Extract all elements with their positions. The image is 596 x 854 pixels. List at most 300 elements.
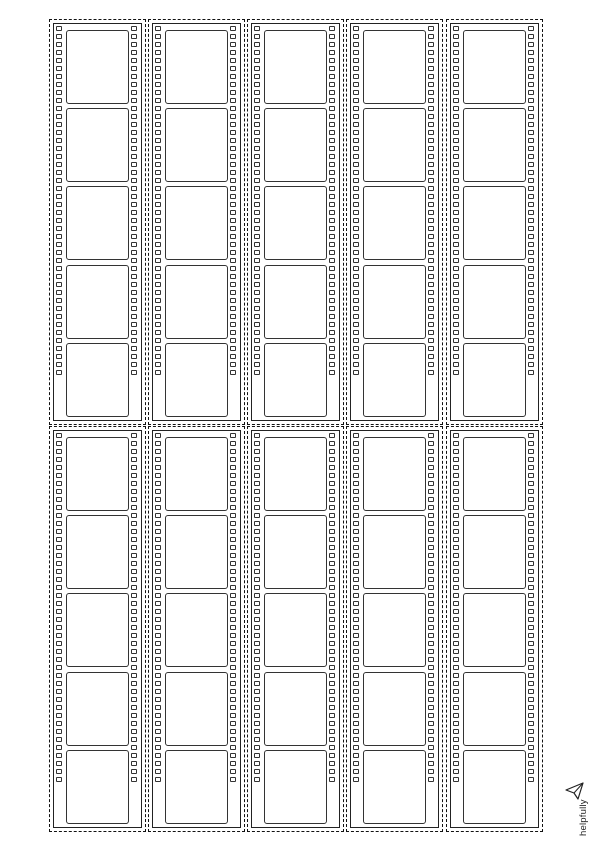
film-frame[interactable] xyxy=(264,593,327,667)
sprocket-hole xyxy=(528,314,534,319)
film-body xyxy=(152,23,241,421)
sprocket-hole xyxy=(230,593,236,598)
sprocket-hole xyxy=(353,290,359,295)
sprocket-hole xyxy=(428,697,434,702)
film-frame[interactable] xyxy=(264,437,327,511)
sprocket-hole xyxy=(254,649,260,654)
sprocket-hole xyxy=(329,202,335,207)
sprocket-hole xyxy=(353,689,359,694)
sprocket-hole xyxy=(155,689,161,694)
film-frame[interactable] xyxy=(66,30,129,104)
sprocket-hole xyxy=(155,122,161,127)
sprocket-hole xyxy=(329,521,335,526)
film-frame[interactable] xyxy=(264,186,327,260)
sprocket-hole xyxy=(528,170,534,175)
film-frame[interactable] xyxy=(66,186,129,260)
sprocket-hole xyxy=(155,210,161,215)
sprocket-hole xyxy=(353,553,359,558)
sprocket-hole xyxy=(353,665,359,670)
sprocket-hole xyxy=(230,545,236,550)
sprocket-hole xyxy=(230,58,236,63)
sprocket-hole xyxy=(453,537,459,542)
sprocket-hole xyxy=(155,282,161,287)
sprocket-hole xyxy=(56,593,62,598)
film-frame[interactable] xyxy=(363,30,426,104)
sprocket-hole xyxy=(155,593,161,598)
sprocket-hole xyxy=(131,569,137,574)
sprocket-hole xyxy=(155,705,161,710)
sprocket-hole xyxy=(329,130,335,135)
sprocket-hole xyxy=(56,769,62,774)
sprocket-hole xyxy=(230,282,236,287)
film-frame[interactable] xyxy=(463,750,526,824)
film-frame[interactable] xyxy=(66,108,129,182)
sprocket-hole xyxy=(230,569,236,574)
sprocket-hole xyxy=(353,713,359,718)
sprocket-hole xyxy=(56,98,62,103)
film-frame[interactable] xyxy=(66,437,129,511)
sprocket-hole xyxy=(428,26,434,31)
sprocket-hole xyxy=(528,673,534,678)
sprocket-hole xyxy=(155,625,161,630)
sprocket-hole xyxy=(329,609,335,614)
sprocket-hole xyxy=(155,561,161,566)
sprocket-hole xyxy=(329,194,335,199)
sprocket-hole xyxy=(428,162,434,167)
sprocket-hole xyxy=(453,689,459,694)
sprocket-hole xyxy=(131,338,137,343)
sprocket-hole xyxy=(353,114,359,119)
sprocket-hole xyxy=(131,98,137,103)
sprocket-hole xyxy=(528,505,534,510)
sprocket-hole xyxy=(453,705,459,710)
sprocket-hole xyxy=(254,569,260,574)
sprocket-hole xyxy=(254,593,260,598)
sprocket-hole xyxy=(528,657,534,662)
sprocket-hole xyxy=(329,497,335,502)
film-frame[interactable] xyxy=(66,593,129,667)
film-strip xyxy=(346,19,443,425)
sprocket-hole xyxy=(528,457,534,462)
film-body xyxy=(450,430,539,828)
film-frame[interactable] xyxy=(264,343,327,417)
sprocket-hole xyxy=(453,154,459,159)
sprocket-hole xyxy=(56,665,62,670)
sprocket-hole xyxy=(329,178,335,183)
sprocket-hole xyxy=(428,50,434,55)
sprocket-hole xyxy=(155,162,161,167)
sprocket-hole xyxy=(254,585,260,590)
sprocket-hole xyxy=(56,609,62,614)
sprocket-hole xyxy=(353,521,359,526)
sprocket-hole xyxy=(56,122,62,127)
film-frame[interactable] xyxy=(66,515,129,589)
sprocket-hole xyxy=(453,441,459,446)
sprocket-hole xyxy=(254,106,260,111)
sprocket-hole xyxy=(453,457,459,462)
sprocket-hole xyxy=(131,226,137,231)
film-frame[interactable] xyxy=(264,30,327,104)
film-frame[interactable] xyxy=(463,108,526,182)
sprocket-hole xyxy=(155,745,161,750)
sprocket-hole xyxy=(353,657,359,662)
sprocket-hole xyxy=(329,282,335,287)
sprocket-hole xyxy=(131,82,137,87)
sprocket-hole xyxy=(528,34,534,39)
sprocket-hole xyxy=(329,362,335,367)
sprocket-hole xyxy=(254,226,260,231)
sprocket-hole xyxy=(329,649,335,654)
film-frame[interactable] xyxy=(363,343,426,417)
film-frame[interactable] xyxy=(66,343,129,417)
sprocket-hole xyxy=(528,705,534,710)
sprocket-hole xyxy=(254,338,260,343)
sprocket-hole xyxy=(528,330,534,335)
sprocket-hole xyxy=(155,370,161,375)
sprocket-hole xyxy=(155,537,161,542)
sprocket-hole xyxy=(155,50,161,55)
sprocket-hole xyxy=(56,274,62,279)
sprocket-column-right xyxy=(131,26,139,418)
sprocket-hole xyxy=(155,98,161,103)
film-frame[interactable] xyxy=(463,343,526,417)
sprocket-hole xyxy=(453,561,459,566)
sprocket-hole xyxy=(131,242,137,247)
sprocket-hole xyxy=(329,721,335,726)
sprocket-hole xyxy=(230,561,236,566)
sprocket-hole xyxy=(353,226,359,231)
film-frame[interactable] xyxy=(264,750,327,824)
sprocket-hole xyxy=(230,473,236,478)
film-frame[interactable] xyxy=(165,593,228,667)
sprocket-hole xyxy=(131,553,137,558)
film-frame[interactable] xyxy=(463,30,526,104)
sprocket-hole xyxy=(428,769,434,774)
film-frame[interactable] xyxy=(363,515,426,589)
sprocket-hole xyxy=(230,178,236,183)
sprocket-hole xyxy=(353,314,359,319)
sprocket-hole xyxy=(528,362,534,367)
sprocket-hole xyxy=(428,441,434,446)
film-frame[interactable] xyxy=(463,437,526,511)
sprocket-hole xyxy=(56,154,62,159)
film-frame[interactable] xyxy=(463,265,526,339)
sprocket-hole xyxy=(329,689,335,694)
sprocket-hole xyxy=(453,90,459,95)
sprocket-hole xyxy=(254,130,260,135)
sprocket-hole xyxy=(329,625,335,630)
film-frame[interactable] xyxy=(165,672,228,746)
film-frame[interactable] xyxy=(66,750,129,824)
film-frame[interactable] xyxy=(363,593,426,667)
sprocket-hole xyxy=(131,346,137,351)
sprocket-hole xyxy=(453,569,459,574)
film-frame[interactable] xyxy=(165,343,228,417)
sprocket-hole xyxy=(428,593,434,598)
sprocket-hole xyxy=(131,649,137,654)
sprocket-hole xyxy=(528,561,534,566)
sprocket-column-right xyxy=(428,433,436,825)
sprocket-hole xyxy=(353,593,359,598)
sprocket-column-right xyxy=(428,26,436,418)
film-frame[interactable] xyxy=(264,265,327,339)
sprocket-hole xyxy=(329,170,335,175)
sprocket-hole xyxy=(353,362,359,367)
sprocket-hole xyxy=(155,234,161,239)
sprocket-hole xyxy=(329,713,335,718)
sprocket-hole xyxy=(428,465,434,470)
sprocket-hole xyxy=(56,170,62,175)
sprocket-hole xyxy=(131,737,137,742)
sprocket-hole xyxy=(155,777,161,782)
sprocket-hole xyxy=(230,266,236,271)
sprocket-hole xyxy=(329,306,335,311)
sprocket-hole xyxy=(56,234,62,239)
sprocket-hole xyxy=(428,457,434,462)
film-frame[interactable] xyxy=(264,515,327,589)
sprocket-hole xyxy=(230,657,236,662)
sprocket-hole xyxy=(131,50,137,55)
sprocket-hole xyxy=(56,106,62,111)
film-strip xyxy=(247,426,344,832)
film-frame[interactable] xyxy=(165,265,228,339)
film-frame[interactable] xyxy=(264,108,327,182)
sprocket-hole xyxy=(453,370,459,375)
film-frame[interactable] xyxy=(264,672,327,746)
sprocket-hole xyxy=(453,346,459,351)
sprocket-hole xyxy=(230,138,236,143)
sprocket-hole xyxy=(254,609,260,614)
sprocket-hole xyxy=(329,537,335,542)
sprocket-hole xyxy=(230,250,236,255)
sprocket-hole xyxy=(155,505,161,510)
sprocket-hole xyxy=(155,673,161,678)
sprocket-hole xyxy=(329,242,335,247)
sprocket-hole xyxy=(56,130,62,135)
sprocket-hole xyxy=(428,505,434,510)
film-frame[interactable] xyxy=(463,515,526,589)
film-frame[interactable] xyxy=(363,108,426,182)
sprocket-hole xyxy=(56,42,62,47)
sprocket-hole xyxy=(254,162,260,167)
sprocket-hole xyxy=(453,202,459,207)
sprocket-column-left xyxy=(56,433,64,825)
sprocket-hole xyxy=(131,202,137,207)
sprocket-hole xyxy=(56,449,62,454)
sprocket-hole xyxy=(155,713,161,718)
sprocket-hole xyxy=(453,593,459,598)
sprocket-hole xyxy=(453,489,459,494)
sprocket-hole xyxy=(428,649,434,654)
film-frame[interactable] xyxy=(463,186,526,260)
film-frame[interactable] xyxy=(66,265,129,339)
film-strip xyxy=(49,426,146,832)
sprocket-hole xyxy=(56,242,62,247)
sprocket-hole xyxy=(353,489,359,494)
sprocket-hole xyxy=(453,266,459,271)
sprocket-hole xyxy=(131,641,137,646)
film-frame[interactable] xyxy=(363,672,426,746)
sprocket-hole xyxy=(353,330,359,335)
sprocket-hole xyxy=(353,274,359,279)
sprocket-hole xyxy=(155,274,161,279)
sprocket-hole xyxy=(428,106,434,111)
sprocket-hole xyxy=(254,641,260,646)
sprocket-hole xyxy=(254,729,260,734)
sprocket-hole xyxy=(453,633,459,638)
sprocket-hole xyxy=(528,298,534,303)
sprocket-hole xyxy=(131,362,137,367)
film-frame[interactable] xyxy=(165,515,228,589)
sprocket-hole xyxy=(353,433,359,438)
sprocket-hole xyxy=(428,362,434,367)
sprocket-hole xyxy=(155,657,161,662)
sprocket-hole xyxy=(353,34,359,39)
sprocket-hole xyxy=(329,481,335,486)
sprocket-hole xyxy=(131,449,137,454)
sprocket-hole xyxy=(254,761,260,766)
film-frame[interactable] xyxy=(165,186,228,260)
sprocket-hole xyxy=(329,250,335,255)
sprocket-hole xyxy=(230,761,236,766)
sprocket-hole xyxy=(230,721,236,726)
sprocket-hole xyxy=(254,577,260,582)
sprocket-hole xyxy=(453,306,459,311)
sprocket-hole xyxy=(155,346,161,351)
sprocket-hole xyxy=(131,122,137,127)
sprocket-hole xyxy=(453,473,459,478)
sprocket-hole xyxy=(155,106,161,111)
sprocket-hole xyxy=(453,162,459,167)
sprocket-hole xyxy=(131,433,137,438)
sprocket-hole xyxy=(428,633,434,638)
sprocket-hole xyxy=(353,74,359,79)
sprocket-hole xyxy=(428,529,434,534)
sprocket-hole xyxy=(56,713,62,718)
sprocket-hole xyxy=(428,537,434,542)
sprocket-hole xyxy=(131,457,137,462)
sprocket-hole xyxy=(254,122,260,127)
sprocket-hole xyxy=(329,298,335,303)
film-frame[interactable] xyxy=(363,750,426,824)
sprocket-hole xyxy=(428,98,434,103)
sprocket-hole xyxy=(230,242,236,247)
sprocket-hole xyxy=(453,729,459,734)
sprocket-hole xyxy=(528,617,534,622)
sprocket-hole xyxy=(56,601,62,606)
film-frame[interactable] xyxy=(165,108,228,182)
sprocket-hole xyxy=(353,641,359,646)
film-frame[interactable] xyxy=(363,265,426,339)
sprocket-hole xyxy=(329,545,335,550)
sprocket-hole xyxy=(230,210,236,215)
film-frame[interactable] xyxy=(165,30,228,104)
sprocket-column-right xyxy=(230,433,238,825)
film-frame[interactable] xyxy=(363,186,426,260)
sprocket-hole xyxy=(453,673,459,678)
sprocket-hole xyxy=(528,593,534,598)
sprocket-hole xyxy=(254,697,260,702)
sprocket-hole xyxy=(428,569,434,574)
sprocket-hole xyxy=(453,226,459,231)
sprocket-hole xyxy=(353,465,359,470)
sprocket-hole xyxy=(453,34,459,39)
sprocket-column-left xyxy=(453,26,461,418)
sprocket-hole xyxy=(528,761,534,766)
film-frame[interactable] xyxy=(363,437,426,511)
sprocket-hole xyxy=(453,186,459,191)
sprocket-hole xyxy=(131,34,137,39)
sprocket-hole xyxy=(453,777,459,782)
sprocket-hole xyxy=(230,362,236,367)
sprocket-hole xyxy=(155,218,161,223)
sprocket-hole xyxy=(254,617,260,622)
sprocket-hole xyxy=(131,681,137,686)
film-frame[interactable] xyxy=(66,672,129,746)
sprocket-hole xyxy=(453,210,459,215)
sprocket-hole xyxy=(155,178,161,183)
sprocket-hole xyxy=(131,154,137,159)
sprocket-hole xyxy=(230,745,236,750)
sprocket-hole xyxy=(155,609,161,614)
sprocket-hole xyxy=(329,74,335,79)
sprocket-hole xyxy=(453,681,459,686)
sprocket-hole xyxy=(131,298,137,303)
sprocket-hole xyxy=(329,441,335,446)
sprocket-column-right xyxy=(230,26,238,418)
sprocket-hole xyxy=(230,42,236,47)
sprocket-hole xyxy=(353,753,359,758)
sprocket-hole xyxy=(329,657,335,662)
film-frame[interactable] xyxy=(165,750,228,824)
sprocket-hole xyxy=(329,761,335,766)
sprocket-hole xyxy=(254,465,260,470)
sprocket-hole xyxy=(131,465,137,470)
sprocket-hole xyxy=(230,753,236,758)
sprocket-hole xyxy=(131,354,137,359)
sprocket-hole xyxy=(254,553,260,558)
sprocket-hole xyxy=(155,114,161,119)
sprocket-hole xyxy=(428,274,434,279)
sprocket-hole xyxy=(329,330,335,335)
film-frame[interactable] xyxy=(463,672,526,746)
sprocket-hole xyxy=(230,146,236,151)
sprocket-hole xyxy=(155,258,161,263)
sprocket-hole xyxy=(254,186,260,191)
sprocket-hole xyxy=(254,721,260,726)
sprocket-hole xyxy=(528,497,534,502)
sprocket-hole xyxy=(528,465,534,470)
sprocket-hole xyxy=(56,146,62,151)
sprocket-hole xyxy=(528,737,534,742)
sprocket-hole xyxy=(428,641,434,646)
sprocket-hole xyxy=(428,354,434,359)
sprocket-hole xyxy=(155,290,161,295)
sprocket-hole xyxy=(428,689,434,694)
sprocket-hole xyxy=(131,529,137,534)
sprocket-hole xyxy=(131,250,137,255)
sprocket-hole xyxy=(453,362,459,367)
sprocket-hole xyxy=(56,218,62,223)
sprocket-hole xyxy=(230,537,236,542)
sprocket-hole xyxy=(254,258,260,263)
sprocket-hole xyxy=(56,298,62,303)
sprocket-hole xyxy=(56,633,62,638)
film-frame[interactable] xyxy=(463,593,526,667)
sprocket-hole xyxy=(453,114,459,119)
sprocket-hole xyxy=(230,66,236,71)
film-frame[interactable] xyxy=(165,437,228,511)
